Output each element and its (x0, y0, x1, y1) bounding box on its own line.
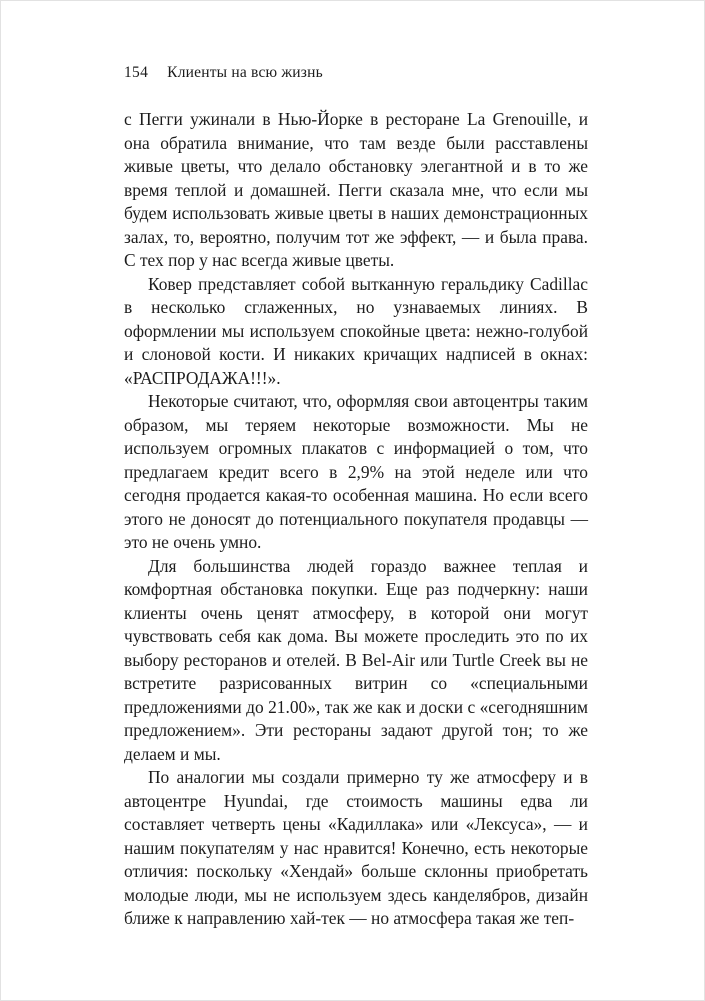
paragraph: Для большинства людей гораздо важнее теплая и комфортная обстановка покупки. Еще раз подчеркну: наши клиенты очень ценят атмосферу, в которой они могут чувствовать себя как дома. Вы можете проследить это по их выбору ресторанов и отелей. В Bel-Air или Turtle Creek вы не встретите разрисованных витрин со «специальными предложениями до 21.00», так же как и доски с «сегодняшним предложением». Эти рестораны задают другой тон; то же делаем и мы. (124, 555, 588, 764)
page-number: 154 (124, 64, 149, 81)
page-body (124, 108, 588, 931)
paragraph: Некоторые считают, что, оформляя свои автоцентры таким образом, мы теряем некоторые возможности. Мы не используем огромных плакатов с информацией о том, что предлагаем кредит всего в 2,9% на этой неделе или что сегодня продается какая-то особенная машина. Но если всего этого не доносят до потенциального покупателя продавцы — это не очень умно. (124, 391, 588, 552)
running-title: Клиенты на всю жизнь (167, 64, 323, 81)
paragraph: с Пегги ужинали в Нью-Йорке в ресторане La Grenouille, и она обратила внимание, что там везде были расставлены живые цветы, что делало обстановку элегантной и в то же время теплой и домашней. Пегги сказала мне, что если мы будем использовать живые цветы в наших демонстрационных залах, то, вероятно, получим тот же эффект, — и была права. С тех пор у нас всегда живые цветы. (124, 109, 588, 270)
page-header (124, 63, 588, 83)
paragraph: По аналогии мы создали примерно ту же атмосферу и в автоцентре Hyundai, где стоимость машины едва ли составляет четверть цены «Кадиллака» или «Лексуса», — и нашим покупателям у нас нравится! Конечно, есть некоторые отличия: поскольку «Хендай» больше склонны приобретать молодые люди, мы не используем здесь канделябров, дизайн ближе к направлению хай-тек — но атмосфера такая же теп- (124, 767, 588, 928)
paragraph: Ковер представляет собой вытканную геральдику Cadillac в несколько сглаженных, но узнаваемых линиях. В оформлении мы используем спокойные цвета: нежно-голубой и слоновой кости. И никаких кричащих надписей в окнах: «РАСПРОДАЖА!!!». (124, 273, 588, 388)
